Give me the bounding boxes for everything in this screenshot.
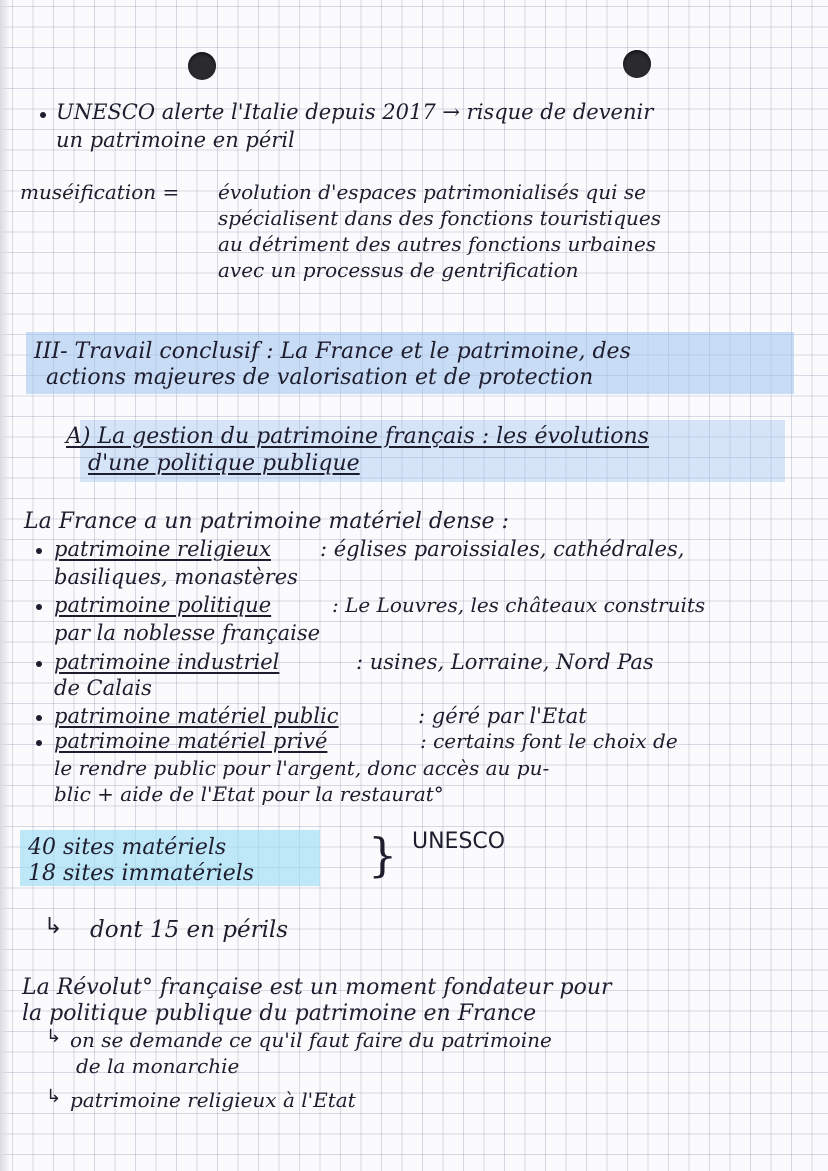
bullet-text: blic + aide de l'Etat pour la restaurat° [54,782,444,806]
bullet-text: basiliques, monastères [54,565,298,589]
intro-line: La France a un patrimoine matériel dense : [24,509,509,534]
revolution-line: de la monarchie [76,1054,240,1078]
bullet-dot [36,661,42,667]
brace-label: UNESCO [412,829,506,854]
revolution-line: on se demande ce qu'il faut faire du patrimoine [70,1028,552,1052]
bullet-text: : églises paroissiales, cathédrales, [320,537,685,561]
section-title: III- Travail conclusif : La France et le patrimoine, des [34,339,631,364]
definition-line: avec un processus de gentrification [218,258,579,282]
punch-hole-right [623,50,651,78]
subsection-title: A) La gestion du patrimoine français : les évolutions [66,424,649,449]
definition-line: spécialisent dans des fonctions touristiques [218,206,661,230]
brace-symbol: } [368,828,398,882]
note-line: un patrimoine en péril [56,128,295,152]
revolution-line: patrimoine religieux à l'Etat [70,1088,356,1112]
bullet-label: patrimoine matériel privé [54,729,328,753]
bullet-label: patrimoine religieux [54,537,271,561]
bullet-label: patrimoine matériel public [54,704,339,728]
bullet-dot [36,548,42,554]
section-title: actions majeures de valorisation et de protection [46,365,594,390]
bullet-dot [36,715,42,721]
bullet-text: par la noblesse française [54,621,321,645]
sites-line: 40 sites matériels [28,835,227,860]
bullet-text: : usines, Lorraine, Nord Pas [356,650,654,674]
paper-edge [0,0,10,1171]
bullet-text: : Le Louvres, les châteaux construits [332,593,706,617]
bullet-dot [36,604,42,610]
sites-line: 18 sites immatériels [28,861,255,886]
bullet-text: : géré par l'Etat [418,704,587,728]
arrow-icon: ↳ [46,1086,62,1107]
sites-line: dont 15 en périls [90,917,289,943]
definition-line: au détriment des autres fonctions urbaines [218,232,657,256]
note-line: UNESCO alerte l'Italie depuis 2017 → risque de devenir [56,100,654,124]
subsection-title: d'une politique publique [88,451,360,476]
bullet-text: le rendre public pour l'argent, donc accès au pu- [54,756,550,780]
bullet-dot [36,740,42,746]
punch-hole-left [188,52,216,80]
bullet-text: : certains font le choix de [420,729,678,753]
revolution-line: La Révolut° française est un moment fondateur pour [22,975,612,1000]
bullet-label: patrimoine politique [54,593,272,617]
arrow-icon: ↳ [46,1026,62,1047]
definition-term: muséification = [20,180,180,204]
arrow-icon: ↳ [44,914,63,939]
revolution-line: la politique publique du patrimoine en France [22,1001,537,1026]
definition-line: évolution d'espaces patrimonialisés qui se [218,180,646,204]
bullet-text: de Calais [54,676,152,700]
bullet-label: patrimoine industriel [54,650,280,674]
bullet-dot [40,112,46,118]
